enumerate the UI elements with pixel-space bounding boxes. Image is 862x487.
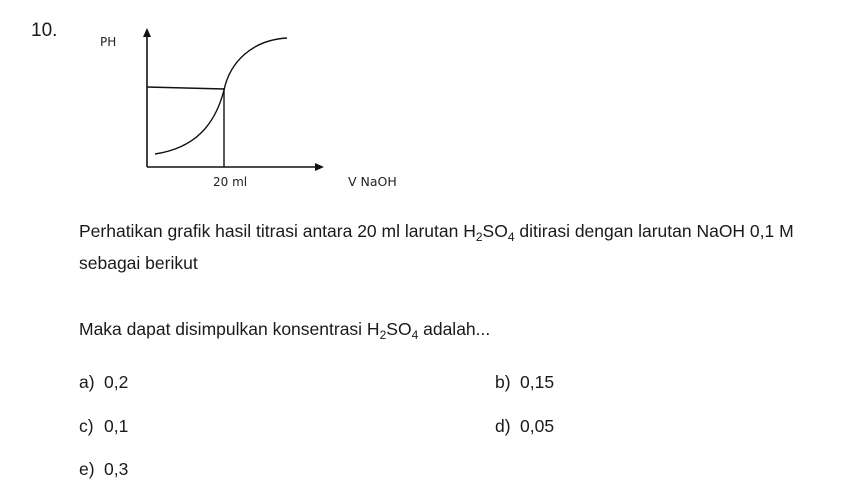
subscript: 4 <box>411 328 419 342</box>
question-line-2: sebagai berikut <box>79 253 198 273</box>
x-axis-arrowhead <box>315 163 324 171</box>
text-segment: SO <box>386 319 412 339</box>
option-value: 0,05 <box>520 416 555 436</box>
option-value: 0,1 <box>104 416 129 436</box>
option-value: 0,15 <box>520 372 555 392</box>
y-axis-label: PH <box>100 35 117 49</box>
option-e[interactable] <box>79 459 128 480</box>
text-segment: Perhatikan grafik hasil titrasi antara 20 ml larutan H <box>79 221 476 241</box>
text-segment: SO <box>482 221 508 241</box>
question-paragraph-1 <box>79 215 794 279</box>
question-line-1 <box>79 215 794 247</box>
titration-curve-upper <box>224 38 287 90</box>
ph-level-line <box>147 87 224 89</box>
question-paragraph-2 <box>79 313 490 345</box>
question-number: 10. <box>31 20 58 41</box>
text-segment: adalah... <box>418 319 491 339</box>
text-segment: ditirasi dengan larutan NaOH 0,1 M <box>514 221 794 241</box>
option-d[interactable] <box>495 416 554 437</box>
option-letter: b) <box>495 372 511 392</box>
x-tick-label: 20 ml <box>213 175 248 189</box>
titration-curve-lower <box>155 90 224 154</box>
option-value: 0,2 <box>104 372 129 392</box>
option-letter: c) <box>79 416 94 436</box>
subscript: 2 <box>379 328 387 342</box>
titration-graph <box>0 0 420 200</box>
subscript: 2 <box>475 230 483 244</box>
option-c[interactable] <box>79 416 128 437</box>
option-letter: e) <box>79 459 95 479</box>
option-b[interactable] <box>495 372 554 393</box>
option-letter: a) <box>79 372 95 392</box>
option-value: 0,3 <box>104 459 129 479</box>
y-axis-arrowhead <box>143 28 151 37</box>
x-axis-label: V NaOH <box>348 174 397 189</box>
subscript: 4 <box>507 230 515 244</box>
text-segment: Maka dapat disimpulkan konsentrasi H <box>79 319 380 339</box>
option-a[interactable] <box>79 372 128 393</box>
option-letter: d) <box>495 416 511 436</box>
